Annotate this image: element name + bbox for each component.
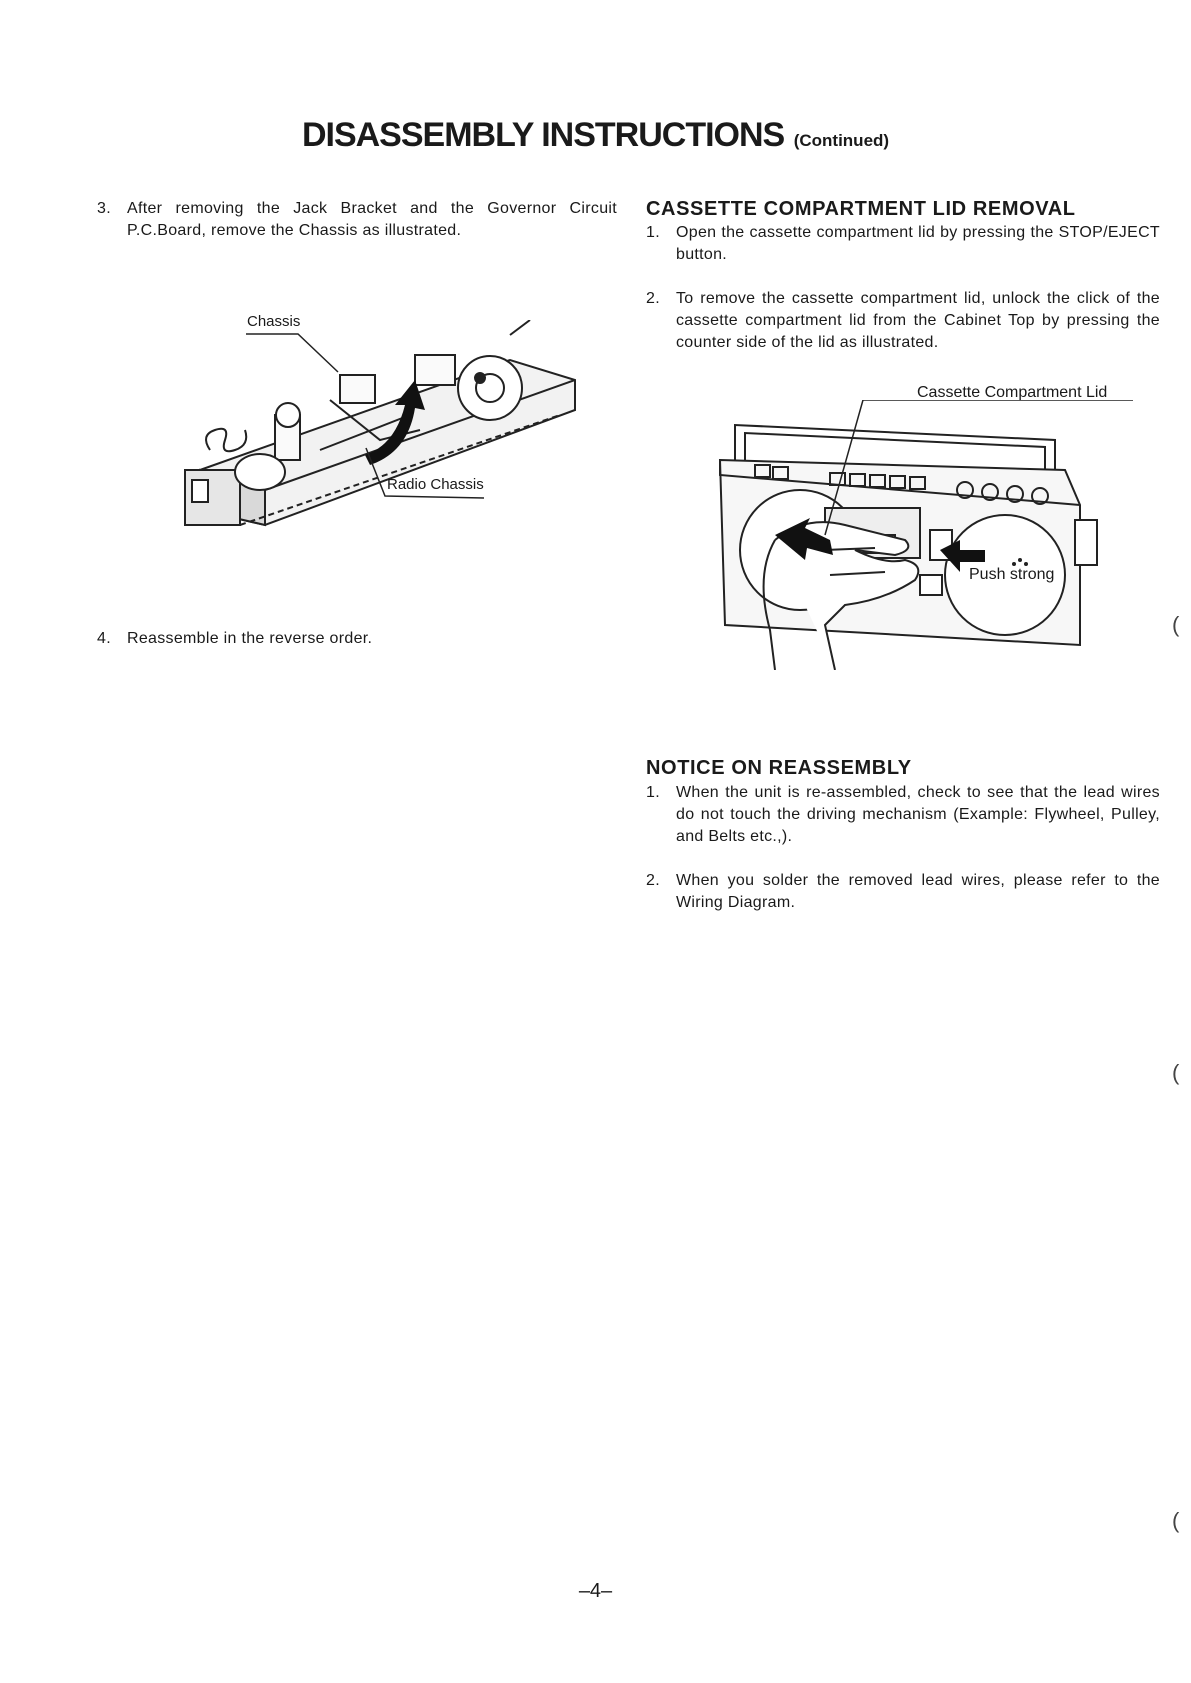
radio-chassis-label: Radio Chassis (387, 476, 484, 493)
scan-mark: ( (1172, 1508, 1180, 1533)
lid-step-1 (646, 222, 1160, 266)
step-number: 2. (646, 290, 660, 307)
step-number: 4. (97, 630, 111, 647)
page-number: –4– (578, 1580, 613, 1602)
step-4 (97, 628, 617, 650)
step-text: To remove the cassette compartment lid, unlock the click of the cassette compartment lid from the Cabinet Top by pressing the counter side of the lid as illustrated. (676, 290, 1160, 351)
title-main: DISASSEMBLY INSTRUCTIONS (301, 116, 785, 154)
step-text: When the unit is re-assembled, check to see that the lead wires do not touch the driving mechanism (Example: Flywheel, Pulley, and Belts etc.,). (676, 784, 1160, 845)
page-title (0, 116, 1191, 155)
step-text: Open the cassette compartment lid by pressing the STOP/EJECT button. (676, 224, 1160, 263)
step-number: 1. (646, 224, 660, 241)
title-subtitle: (Continued) (793, 131, 890, 150)
lid-removal-heading: CASSETTE COMPARTMENT LID REMOVAL (646, 198, 1076, 220)
step-text: When you solder the removed lead wires, please refer to the Wiring Diagram. (676, 872, 1160, 911)
scan-mark: ( (1172, 1060, 1180, 1085)
notice-step-2 (646, 870, 1160, 914)
cassette-lid-figure (715, 384, 1155, 670)
lid-step-2 (646, 288, 1160, 354)
step-number: 3. (97, 200, 111, 217)
step-number: 1. (646, 784, 660, 801)
chassis-figure (180, 313, 590, 580)
step-number: 2. (646, 872, 660, 889)
step-text: Reassemble in the reverse order. (127, 630, 373, 647)
scan-mark: ( (1172, 612, 1180, 637)
notice-step-1 (646, 782, 1160, 848)
chassis-illustration (180, 320, 590, 580)
push-strong-label: Push strong (969, 566, 1055, 583)
step-3 (97, 198, 617, 242)
cassette-lid-label: Cassette Compartment Lid (917, 384, 1108, 401)
step-text: After removing the Jack Bracket and the Governor Circuit P.C.Board, remove the Chassis as illustrated. (127, 200, 617, 239)
chassis-label: Chassis (247, 313, 301, 330)
radio-cassette-illustration (715, 400, 1155, 670)
notice-heading: NOTICE ON REASSEMBLY (646, 757, 912, 779)
